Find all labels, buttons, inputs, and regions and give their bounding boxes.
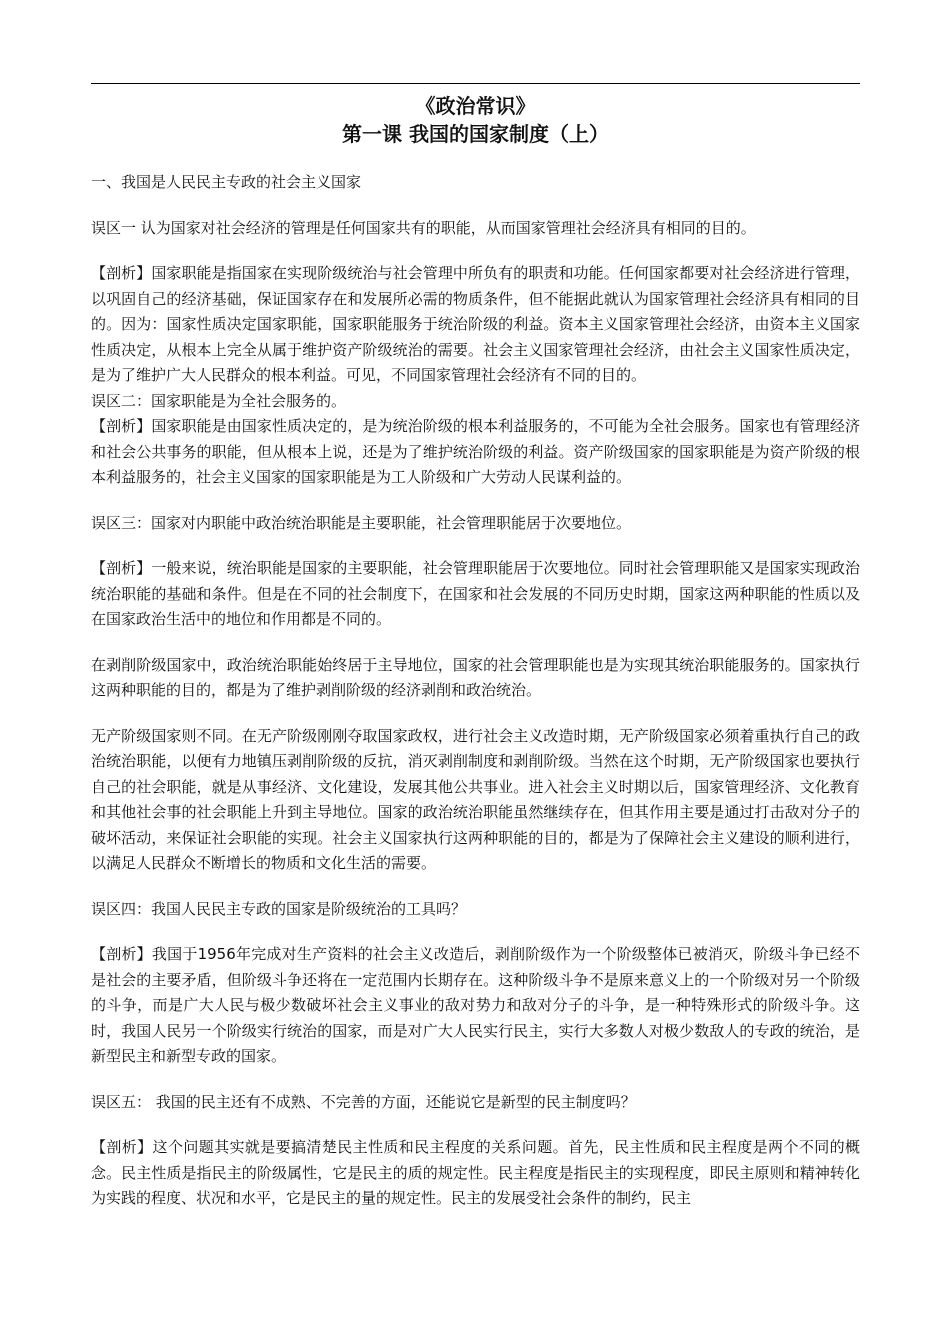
analysis-3-part-3: 无产阶级国家则不同。在无产阶级刚刚夺取国家政权，进行社会主义改造时期，无产阶级国家必须着重执行自己的政治统治职能，以便有力地镇压剥削阶级的反抗，消灭剥削制度和剥削阶级。当然在这个时期，无产阶级国家也要执行自己的社会职能，就是从事经济、文化建设，发展其他公共事业。进入社会主义时期以后，国家管理经济、文化教育和其他社会事的社会职能上升到主导地位。国家的政治统治职能虽然继续存在，但其作用主要是通过打击敌对分子的破坏活动，来保证社会职能的实现。社会主义国家执行这两种职能的目的，都是为了保障社会主义建设的顺利进行，以满足人民群众不断增长的物质和文化生活的需要。 — [91, 726, 860, 872]
document-body — [91, 170, 860, 1212]
title-block — [91, 92, 860, 148]
analysis-3-part-2: 在剥削阶级国家中，政治统治职能始终居于主导地位，国家的社会管理职能也是为实现其统治职能服务的。国家执行这两种职能的目的，都是为了维护剥削阶级的经济剥削和政治统治。 — [91, 655, 860, 699]
misconception-3: 误区三：国家对内职能中政治统治职能是主要职能，社会管理职能居于次要地位。 — [91, 513, 632, 532]
analysis-3: 【剖析】一般来说，统治职能是国家的主要职能，社会管理职能居于次要地位。同时社会管理职能又是国家实现政治统治职能的基础和条件。但是在不同的社会制度下，在国家和社会发展的不同历史时期，国家这两种职能的性质以及在国家政治生活中的地位和作用都是不同的。 — [91, 559, 860, 628]
misconception-4: 误区四：我国人民民主专政的国家是阶级统治的工具吗？ — [91, 899, 467, 918]
misconception-5: 误区五： 我国的民主还有不成熟、不完善的方面，还能说它是新型的民主制度吗？ — [91, 1092, 636, 1111]
lesson-title: 第一课 我国的国家制度（上） — [342, 122, 609, 146]
analysis-5: 【剖析】这个问题其实就是要搞清楚民主性质和民主程度的关系问题。首先，民主性质和民主程度是两个不同的概念。民主性质是指民主的阶级属性，它是民主的质的规定性。民主程度是指民主的实现程度，即民主原则和精神转化为实践的程度、状况和水平，它是民主的量的规定性。民主的发展受社会条件的制约，民主 — [91, 1138, 860, 1207]
analysis-2: 【剖析】国家职能是由国家性质决定的，是为统治阶级的根本利益服务的，不可能为全社会服务。国家也有管理经济和社会公共事务的职能，但从根本上说，还是为了维护统治阶级的利益。资产阶级国家的国家职能是为资产阶级的根本利益服务的，社会主义国家的国家职能是为工人阶级和广大劳动人民谋利益的。 — [91, 417, 860, 486]
analysis-1: 【剖析】国家职能是指国家在实现阶级统治与社会管理中所负有的职责和功能。任何国家都要对社会经济进行管理，以巩固自己的经济基础，保证国家存在和发展所必需的物质条件，但不能据此就认为国家管理社会经济具有相同的目的。因为：国家性质决定国家职能，国家职能服务于统治阶级的利益。资本主义国家管理社会经济，由资本主义国家性质决定，从根本上完全从属于维护资产阶级统治的需要。社会主义国家管理社会经济，由社会主义国家性质决定，是为了维护广大人民群众的根本利益。可见，不同国家管理社会经济有不同的目的。 — [91, 264, 860, 384]
header-rule — [91, 83, 860, 84]
misconception-1: 误区一 认为国家对社会经济的管理是任何国家共有的职能，从而国家管理社会经济具有相同的目的。 — [91, 218, 756, 237]
misconception-2: 误区二：国家职能是为全社会服务的。 — [91, 391, 347, 410]
section-heading: 一、我国是人民民主专政的社会主义国家 — [91, 173, 362, 191]
analysis-4: 【剖析】我国于1956年完成对生产资料的社会主义改造后，剥削阶级作为一个阶级整体已被消灭，阶级斗争已经不是社会的主要矛盾，但阶级斗争还将在一定范围内长期存在。这种阶级斗争不是原来意义上的一个阶级对另一个阶级的斗争，而是广大人民与极少数破坏社会主义事业的敌对势力和敌对分子的斗争，是一种特殊形式的阶级斗争。这时，我国人民另一个阶级实行统治的国家，而是对广大人民实行民主，实行大多数人对极少数敌人的专政的统治，是新型民主和新型专政的国家。 — [91, 945, 860, 1065]
document-title: 《政治常识》 — [415, 94, 536, 118]
